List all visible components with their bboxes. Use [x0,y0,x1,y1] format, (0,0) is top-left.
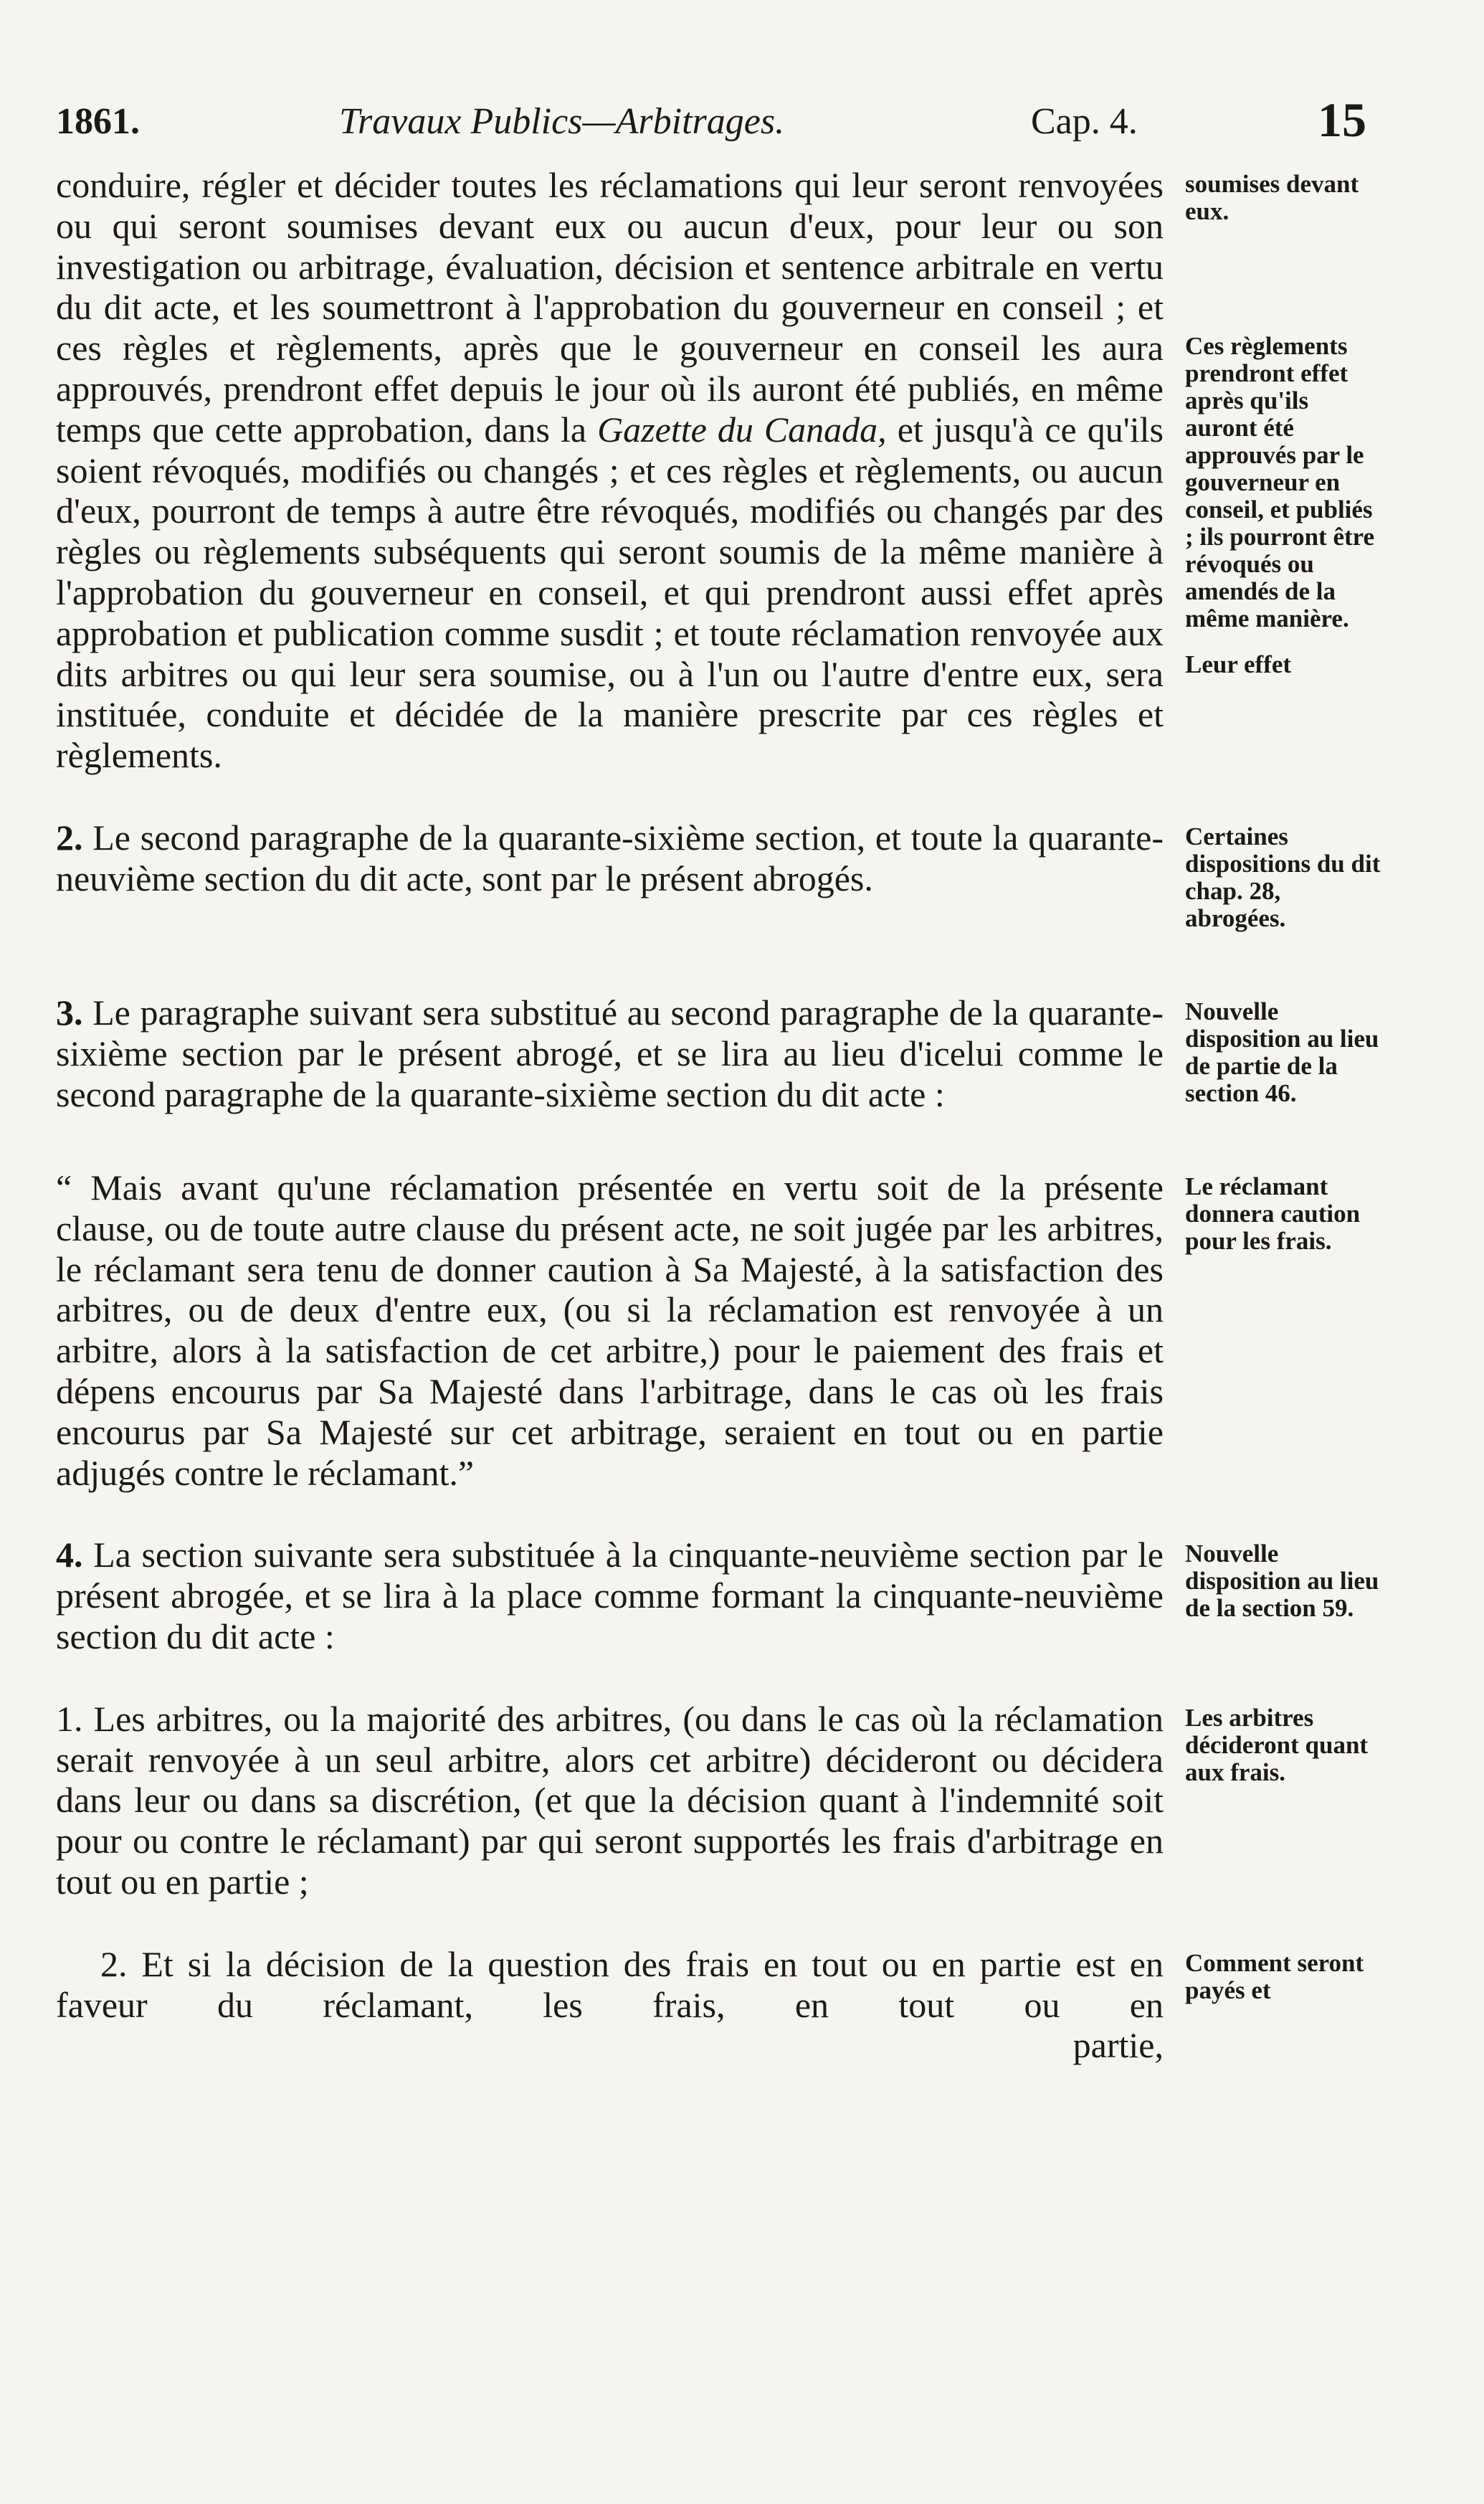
section-4 [56,1535,1389,1656]
section-body: “ Mais avant qu'une réclamation présentée en vertu soit de la présente clause, ou de toute autre clause du présent acte, ne soit jugée par les arbitres, le réclamant sera tenu de donner caution à Sa Majesté, à la satisfaction des arbitres, ou de deux d'entre eux, (ou si la réclamation est renvoyée à un arbitre, alors à la satisfaction de cet arbitre,) pour le paiement des frais et dépens encourus par Sa Majesté dans l'arbitrage, dans le cas où les frais encourus par Sa Majesté sur cet arbitrage, seraient en tout ou en partie adjugés contre le réclamant.” [56,1167,1164,1493]
margin-notes [1185,1535,1382,1641]
section-body: 1. Les arbitres, ou la majorité des arbitres, (ou dans le cas où la réclamation serait renvoyée à un seul arbitre, alors cet arbitre) décideront ou décidera dans leur ou dans sa discrétion, (et que la décision quant à l'indemnité soit pour ou contre le réclamant) par qui seront supportés les frais d'arbitrage en tout ou en partie ; [56,1698,1164,1902]
body-text-run: conduire, régler et décider toutes les réclamations qui leur seront renvoyées ou qui seront soumises devant eux ou aucun d'eux, pour leur ou son investigation ou arbitrage, évaluation, décision et sentence arbitrale en vertu du dit acte, et les soumettront à l'approbation du gouverneur en conseil ; et ces règles et règlements, après que le gouverneur en conseil les aura approuvés, prendront effet depuis le jour où ils auront été publiés, en même temps que cette approbation, dans la [56,165,1164,450]
margin-note: Le réclamant donnera caution pour les frais. [1185,1172,1361,1255]
header-chapter: Cap. 4. [1031,101,1138,142]
section-3 [56,992,1389,1126]
margin-note: Comment seront payés et [1185,1948,1364,2004]
margin-note: Nouvelle disposition au lieu de partie de la section 46. [1185,997,1379,1107]
body-text-run: et jusqu'à ce qu'ils soient révoqués, modifiés ou changés ; et ces règles et règlements, ou aucun d'eux, pourront de temps à autre être révoqués, modifiés ou changés par des règles ou règlements subséquents qui seront soumis de la même manière à l'approbation du gouverneur en conseil, et qui prendront aussi effet après approbation et publication comme susdit ; et toute réclamation renvoyée aux dits arbitres ou qui leur sera soumise, ou à l'un ou l'autre d'entre eux, sera instituée, conduite et décidée de la manière prescrite par ces règles et règlements. [56,409,1164,776]
section-body [56,1535,1164,1656]
section-body [56,992,1164,1114]
document-page [56,86,1389,2095]
section-number: 2. [56,817,83,858]
section-2 [56,817,1389,951]
italic-text-run: Gazette du Canada, [597,409,887,450]
subsection-1 [56,1699,1389,1902]
body-text-run: Le paragraphe suivant sera substitué au second paragraphe de la quarante-sixième section par le présent abrogé, et se lira au lieu d'icelui comme le second paragraphe de la quarante-sixième section du dit acte : [56,992,1164,1114]
margin-notes [1185,1699,1382,1805]
margin-note: Certaines dispositions du dit chap. 28, abrogées. [1185,822,1381,932]
header-year: 1861. [56,101,140,142]
margin-note: Leur effet [1185,650,1292,678]
margin-notes [1185,1167,1382,1274]
margin-notes [1185,165,1382,697]
section-body [56,817,1164,899]
subsection-2 [56,1944,1389,2066]
section-body [56,1944,1164,2066]
body-text-run: Le second paragraphe de la quarante-sixième section, et toute la quarante-neuvième section du dit acte, sont par le présent abrogés. [56,817,1164,898]
running-header [56,86,1389,165]
section-continuation [56,165,1389,776]
page-number: 15 [1318,93,1366,147]
section-3-quote [56,1167,1389,1493]
margin-note: Ces règlements prendront effet après qu'ils auront été approuvés par le gouverneur en conseil, et publiés ; ils pourront être révoqués ou amendés de la même manière. [1185,332,1375,632]
margin-note: soumises devant eux. [1185,170,1359,225]
closing-word: partie, [1072,2025,1164,2066]
margin-notes [1185,817,1382,951]
body-text-run: 2. Et si la décision de la question des frais en tout ou en partie est en faveur du réclamant, les frais, en tout ou en [56,1943,1164,2025]
body-text-run: La section suivante sera substituée à la cinquante-neuvième section par le présent abrogée, et se lira à la place comme formant la cinquante-neuvième section du dit acte : [56,1535,1164,1656]
header-title: Travaux Publics—Arbitrages. [339,101,785,142]
margin-note: Les arbitres décideront quant aux frais. [1185,1703,1369,1786]
margin-notes [1185,992,1382,1126]
margin-note: Nouvelle disposition au lieu de la section 59. [1185,1540,1379,1623]
margin-notes [1185,1944,1382,2023]
section-number: 3. [56,992,83,1033]
section-body [56,165,1164,776]
section-number: 4. [56,1535,83,1575]
